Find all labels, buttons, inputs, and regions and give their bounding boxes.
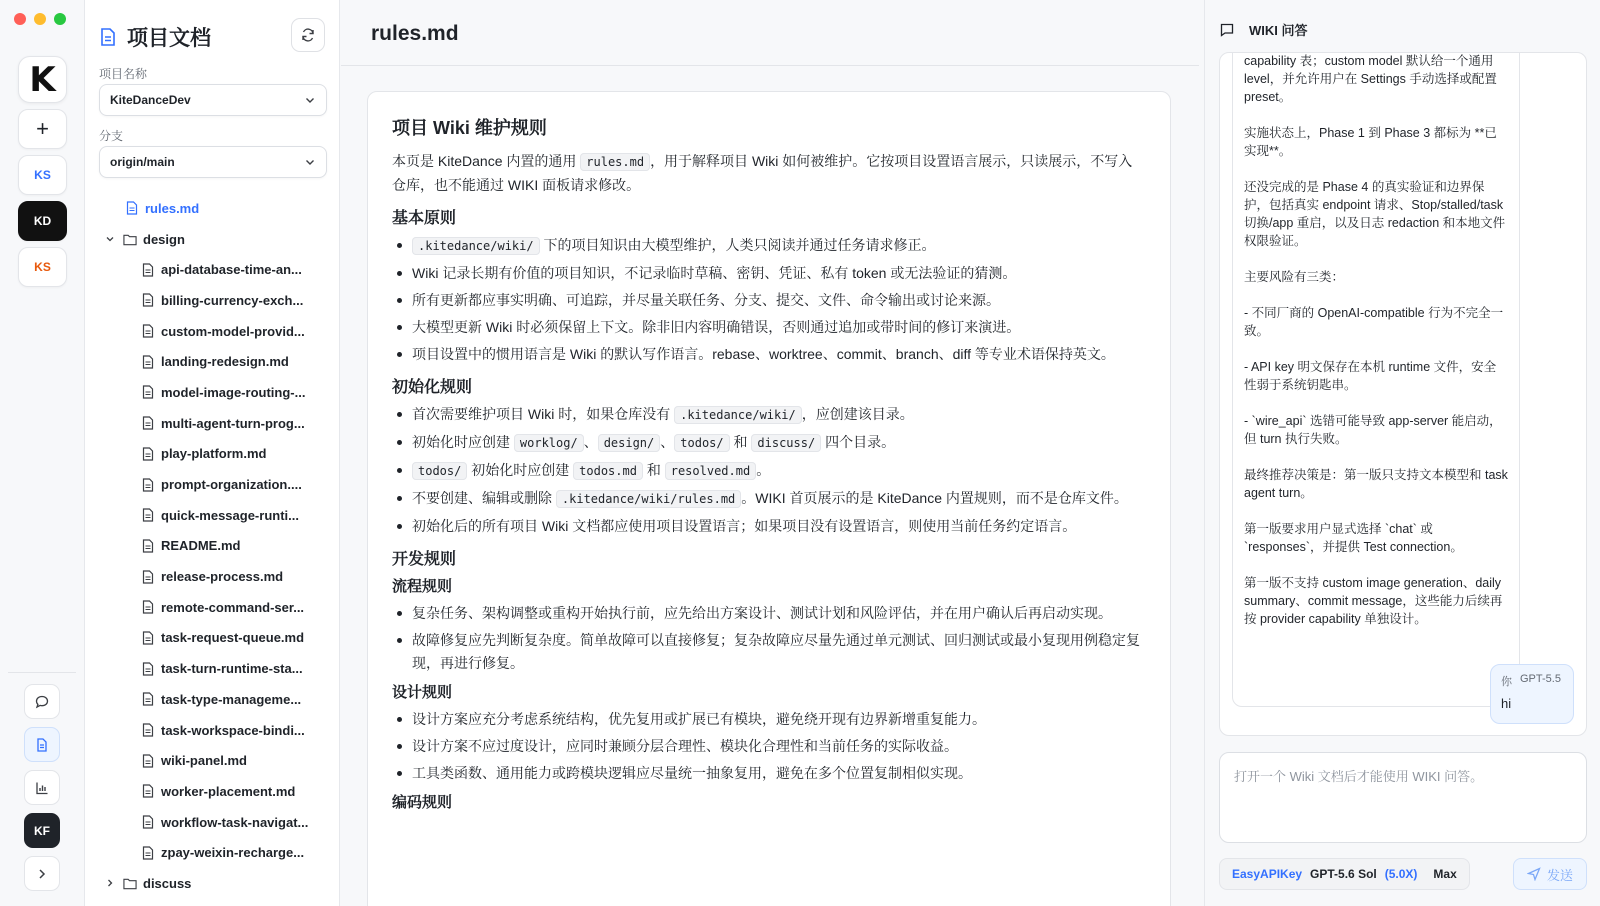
tree-file-item[interactable] bbox=[99, 653, 335, 684]
effort-label: Max bbox=[1433, 867, 1457, 881]
file-icon bbox=[141, 723, 155, 737]
inline-code: .kitedance/wiki/rules.md bbox=[556, 490, 741, 508]
tree-file-label: README.md bbox=[161, 538, 241, 554]
intro-text: ，用于解释项目 Wiki 如何被维护。它按项目设置语言展示，只读展示，不写入仓库，也不能通过 WIKI 面板请求修改。 bbox=[392, 153, 1133, 193]
send-icon bbox=[1527, 867, 1541, 881]
file-icon bbox=[141, 570, 155, 584]
tree-file-label: model-image-routing-... bbox=[161, 384, 306, 400]
file-icon bbox=[141, 784, 155, 798]
file-icon bbox=[125, 201, 139, 215]
project-ks-orange-button[interactable] bbox=[18, 247, 67, 287]
list-item-text: 和 bbox=[642, 462, 665, 478]
section-heading: 基本原则 bbox=[392, 210, 457, 227]
folder-icon bbox=[123, 232, 137, 246]
user-message-meta bbox=[1501, 673, 1563, 689]
project-kd-button[interactable] bbox=[18, 201, 67, 241]
message-paragraph: 最终推荐决策是：第一版只支持文本模型和 task agent turn。 bbox=[1244, 468, 1508, 500]
tree-file-item[interactable] bbox=[99, 776, 335, 807]
document-icon bbox=[99, 27, 117, 47]
intro-text: 本页是 KiteDance 内置的通用 bbox=[392, 153, 581, 169]
chat-nav-button[interactable] bbox=[24, 684, 60, 719]
tree-file-item[interactable] bbox=[99, 592, 335, 623]
tree-file-item[interactable] bbox=[99, 531, 335, 562]
project-ks-label: KS bbox=[34, 168, 51, 182]
project-kd-label: KD bbox=[33, 214, 52, 228]
file-icon bbox=[141, 355, 155, 369]
process-rules-list bbox=[392, 602, 1146, 675]
branch-label: 分支 bbox=[99, 129, 124, 143]
close-window-button[interactable] bbox=[14, 13, 26, 25]
file-tree bbox=[99, 193, 335, 899]
list-item-text: 下的项目知识由大模型维护，人类只阅读并通过任务请求修正。 bbox=[539, 237, 936, 253]
rail-divider bbox=[8, 672, 76, 673]
list-item-text: 和 bbox=[729, 434, 752, 450]
provider-label: EasyAPIKey bbox=[1232, 867, 1303, 881]
tree-file-item[interactable] bbox=[99, 254, 335, 285]
window-controls bbox=[14, 13, 66, 25]
inline-code: rules.md bbox=[580, 153, 650, 171]
message-paragraph: 第一版不支持 custom image generation、daily summary、commit message，这些能力后续再按 provider capability 单独设计。 bbox=[1244, 576, 1503, 626]
inline-code: todos.md bbox=[573, 462, 643, 480]
send-button[interactable] bbox=[1513, 858, 1587, 890]
list-item-text: 四个目录。 bbox=[821, 434, 896, 450]
wiki-chat-panel bbox=[1204, 0, 1600, 906]
inline-code: .kitedance/wiki/ bbox=[412, 237, 540, 255]
file-panel bbox=[85, 0, 340, 906]
bar-chart-icon bbox=[34, 780, 50, 796]
user-avatar-label: KF bbox=[34, 823, 50, 838]
chevron-right-icon bbox=[103, 876, 117, 890]
message-paragraph: - `wire_api` 选错可能导致 app-server 能启动，但 turn 执行失败。 bbox=[1244, 414, 1502, 446]
list-item-text: 不要创建、编辑或删除 bbox=[412, 490, 556, 506]
file-icon bbox=[141, 478, 155, 492]
tree-file-item[interactable] bbox=[99, 837, 335, 868]
chat-messages[interactable] bbox=[1219, 52, 1587, 736]
file-icon bbox=[141, 539, 155, 553]
list-item: 故障修复应先判断复杂度。简单故障可以直接修复；复杂故障应尽量先通过单元测试、回归测试或最小复现用例稳定复现，再进行修复。 bbox=[392, 629, 1146, 675]
chevron-down-icon bbox=[304, 94, 316, 106]
list-item-text: 首次需要维护项目 Wiki 时，如果仓库没有 bbox=[412, 406, 675, 422]
inline-code: todos/ bbox=[674, 434, 729, 452]
tree-file-label: landing-redesign.md bbox=[161, 354, 289, 370]
list-item: 初始化后的所有项目 Wiki 文档都应使用项目设置语言；如果项目没有设置语言，则使用当前任务约定语言。 bbox=[392, 515, 1146, 538]
file-icon bbox=[141, 416, 155, 430]
tree-file-label: custom-model-provid... bbox=[161, 323, 305, 339]
list-item-text: 。WIKI 首页展示的是 KiteDance 内置规则，而不是仓库文件。 bbox=[741, 490, 1128, 506]
tree-file-label: release-process.md bbox=[161, 569, 284, 585]
chevron-down-icon bbox=[304, 156, 316, 168]
tree-folder-label: design bbox=[143, 231, 185, 247]
project-name-label: 项目名称 bbox=[99, 67, 148, 81]
section-heading: 开发规则 bbox=[392, 551, 457, 568]
tree-file-item[interactable] bbox=[99, 500, 335, 531]
tree-file-label: quick-message-runti... bbox=[161, 507, 299, 523]
list-item bbox=[392, 431, 1146, 455]
tree-file-label: workflow-task-navigat... bbox=[161, 814, 309, 830]
user-sender: 你 bbox=[1501, 676, 1512, 688]
list-item: 设计方案应充分考虑系统结构，优先复用或扩展已有模块，避免绕开现有边界新增重复能力。 bbox=[392, 708, 1146, 731]
project-ks-button[interactable] bbox=[18, 155, 67, 195]
chevron-down-icon bbox=[103, 232, 117, 246]
list-item: 设计方案不应过度设计，应同时兼顾分层合理性、模块化合理性和当前任务的实际收益。 bbox=[392, 735, 1146, 758]
tree-file-rules[interactable] bbox=[99, 193, 335, 224]
stats-nav-button[interactable] bbox=[24, 770, 60, 805]
list-item: 所有更新都应事实明确、可追踪，并尽量关联任务、分支、提交、文件、命令输出或讨论来源。 bbox=[392, 289, 1146, 312]
tree-file-item[interactable] bbox=[99, 439, 335, 470]
file-icon bbox=[141, 815, 155, 829]
file-panel-title: 项目文档 bbox=[127, 27, 211, 50]
add-project-button[interactable] bbox=[18, 109, 67, 149]
app-logo-glyph: K bbox=[29, 59, 56, 100]
doc-heading: 项目 Wiki 维护规则 bbox=[392, 118, 547, 138]
file-icon bbox=[141, 447, 155, 461]
tree-file-item[interactable] bbox=[99, 408, 335, 439]
docs-nav-button[interactable] bbox=[24, 727, 60, 762]
inline-code: discuss/ bbox=[751, 434, 821, 452]
inline-code: design/ bbox=[598, 434, 661, 452]
tree-file-label: billing-currency-exch... bbox=[161, 292, 304, 308]
message-paragraph: 主要风险有三类： bbox=[1244, 270, 1345, 284]
file-icon bbox=[141, 600, 155, 614]
branch-select-value: origin/main bbox=[110, 155, 175, 169]
assistant-message bbox=[1232, 52, 1520, 707]
chat-bubble-icon bbox=[34, 694, 50, 710]
document-filename: rules.md bbox=[371, 22, 459, 45]
tree-folder-design[interactable] bbox=[99, 224, 335, 255]
subsection-heading: 编码规则 bbox=[392, 794, 453, 811]
init-rules-list bbox=[392, 403, 1146, 538]
tree-file-item[interactable] bbox=[99, 623, 335, 654]
message-paragraph: 实施状态上，Phase 1 到 Phase 3 都标为 **已实现**。 bbox=[1244, 126, 1497, 158]
tree-folder-label: discuss bbox=[143, 875, 192, 891]
chat-bubble-icon bbox=[1219, 22, 1235, 38]
inline-code: worklog/ bbox=[514, 434, 584, 452]
file-icon bbox=[141, 385, 155, 399]
tree-file-item[interactable] bbox=[99, 469, 335, 500]
tree-file-item[interactable] bbox=[99, 715, 335, 746]
message-paragraph: - 不同厂商的 OpenAI-compatible 行为不完全一致。 bbox=[1244, 306, 1504, 338]
header-divider bbox=[341, 65, 1199, 66]
list-item-text: 。 bbox=[756, 462, 771, 478]
list-item bbox=[392, 487, 1146, 511]
list-item bbox=[392, 459, 1146, 483]
chevron-right-icon bbox=[35, 867, 49, 881]
tree-file-label: wiki-panel.md bbox=[161, 753, 247, 769]
chat-input[interactable] bbox=[1219, 752, 1587, 843]
project-select[interactable] bbox=[99, 84, 327, 116]
tree-file-item[interactable] bbox=[99, 346, 335, 377]
section-heading: 初始化规则 bbox=[392, 379, 473, 396]
chat-header bbox=[1219, 20, 1308, 39]
tree-file-label: api-database-time-an... bbox=[161, 262, 302, 278]
model-selector[interactable] bbox=[1219, 858, 1470, 890]
list-item-text: 、 bbox=[660, 434, 675, 450]
file-panel-header bbox=[99, 22, 211, 52]
subsection-heading: 设计规则 bbox=[392, 684, 453, 701]
user-avatar-button[interactable] bbox=[24, 813, 60, 848]
list-item-text: 、 bbox=[583, 434, 598, 450]
file-icon bbox=[141, 662, 155, 676]
folder-icon bbox=[123, 876, 137, 890]
list-item-text: ，应创建该目录。 bbox=[801, 406, 914, 422]
refresh-button[interactable] bbox=[291, 18, 325, 52]
tree-file-item[interactable] bbox=[99, 561, 335, 592]
list-item-text: 初始化时应创建 bbox=[412, 434, 514, 450]
tree-file-item[interactable] bbox=[99, 684, 335, 715]
list-item bbox=[392, 403, 1146, 427]
list-item bbox=[392, 234, 1146, 258]
user-message bbox=[1490, 664, 1574, 724]
tree-file-label: zpay-weixin-recharge... bbox=[161, 845, 305, 861]
inline-code: .kitedance/wiki/ bbox=[674, 406, 802, 424]
tree-folder-discuss[interactable] bbox=[99, 868, 335, 899]
tree-file-item[interactable] bbox=[99, 807, 335, 838]
file-icon bbox=[141, 263, 155, 277]
multiplier-label: (5.0X) bbox=[1384, 867, 1418, 881]
inline-code: resolved.md bbox=[665, 462, 756, 480]
tree-file-label: play-platform.md bbox=[161, 446, 267, 462]
list-item: 工具类函数、通用能力或跨模块逻辑应尽量统一抽象复用，避免在多个位置复制相似实现。 bbox=[392, 762, 1146, 785]
inline-code: todos/ bbox=[412, 462, 467, 480]
tree-file-label: task-type-manageme... bbox=[161, 691, 302, 707]
file-icon bbox=[141, 631, 155, 645]
list-item: 项目设置中的惯用语言是 Wiki 的默认写作语言。rebase、worktree、commit、branch、diff 等专业术语保持英文。 bbox=[392, 343, 1146, 366]
subsection-heading: 流程规则 bbox=[392, 578, 453, 595]
list-item-text: 初始化时应创建 bbox=[467, 462, 574, 478]
file-icon bbox=[141, 692, 155, 706]
tree-file-label: rules.md bbox=[145, 200, 200, 216]
branch-select[interactable] bbox=[99, 146, 327, 178]
user-message-text: hi bbox=[1501, 696, 1512, 711]
user-model-tag: GPT-5.5 bbox=[1520, 673, 1561, 685]
app-rail bbox=[0, 0, 85, 906]
tree-file-item[interactable] bbox=[99, 377, 335, 408]
doc-intro bbox=[392, 150, 1146, 197]
list-item: Wiki 记录长期有价值的项目知识，不记录临时草稿、密钥、凭证、私有 token 或无法验证的猜测。 bbox=[392, 262, 1146, 285]
message-paragraph: capability 表；custom model 默认给一个通用 level，并允许用户在 Settings 手动选择或配置 preset。 bbox=[1244, 54, 1497, 104]
zoom-window-button[interactable] bbox=[54, 13, 66, 25]
message-paragraph: 第一版要求用户显式选择 `chat` 或 `responses`，并提供 Test connection。 bbox=[1244, 522, 1463, 554]
tree-file-label: task-request-queue.md bbox=[161, 630, 305, 646]
document-content bbox=[367, 91, 1171, 906]
document-view bbox=[341, 0, 1203, 906]
message-paragraph: - API key 明文保存在本机 runtime 文件，安全性弱于系统钥匙串。 bbox=[1244, 360, 1497, 392]
model-label: GPT-5.6 Sol bbox=[1310, 867, 1377, 881]
tree-file-label: task-turn-runtime-sta... bbox=[161, 661, 303, 677]
file-icon bbox=[141, 846, 155, 860]
tree-file-label: prompt-organization.... bbox=[161, 477, 302, 493]
chat-input-placeholder: 打开一个 Wiki 文档后才能使用 WIKI 问答。 bbox=[1234, 769, 1484, 784]
plus-icon: + bbox=[36, 116, 49, 141]
file-icon bbox=[141, 508, 155, 522]
chat-title: WIKI 问答 bbox=[1249, 23, 1308, 38]
project-select-value: KiteDanceDev bbox=[110, 93, 191, 107]
message-paragraph: 还没完成的是 Phase 4 的真实验证和边界保护，包括真实 endpoint 请求、Stop/stalled/task 切换/app 重启，以及日志 redaction 和本地文件权限验证。 bbox=[1244, 180, 1506, 248]
document-icon bbox=[34, 737, 50, 753]
design-rules-list bbox=[392, 708, 1146, 785]
chat-footer bbox=[1219, 856, 1587, 892]
file-icon bbox=[141, 293, 155, 307]
app-logo[interactable] bbox=[18, 56, 67, 103]
send-label: 发送 bbox=[1546, 867, 1573, 883]
file-icon bbox=[141, 754, 155, 768]
tree-file-label: multi-agent-turn-prog... bbox=[161, 415, 305, 431]
refresh-icon bbox=[300, 27, 316, 43]
principles-list bbox=[392, 234, 1146, 366]
tree-file-label: task-workspace-bindi... bbox=[161, 722, 305, 738]
file-icon bbox=[141, 324, 155, 338]
tree-file-label: remote-command-ser... bbox=[161, 599, 305, 615]
expand-rail-button[interactable] bbox=[24, 856, 60, 891]
minimize-window-button[interactable] bbox=[34, 13, 46, 25]
tree-file-label: worker-placement.md bbox=[161, 783, 296, 799]
tree-file-item[interactable] bbox=[99, 316, 335, 347]
tree-file-item[interactable] bbox=[99, 745, 335, 776]
list-item: 复杂任务、架构调整或重构开始执行前，应先给出方案设计、测试计划和风险评估，并在用户确认后再启动实现。 bbox=[392, 602, 1146, 625]
project-ks-orange-label: KS bbox=[34, 260, 51, 274]
list-item: 大模型更新 Wiki 时必须保留上下文。除非旧内容明确错误，否则通过追加或带时间的修订来演进。 bbox=[392, 316, 1146, 339]
tree-file-item[interactable] bbox=[99, 285, 335, 316]
